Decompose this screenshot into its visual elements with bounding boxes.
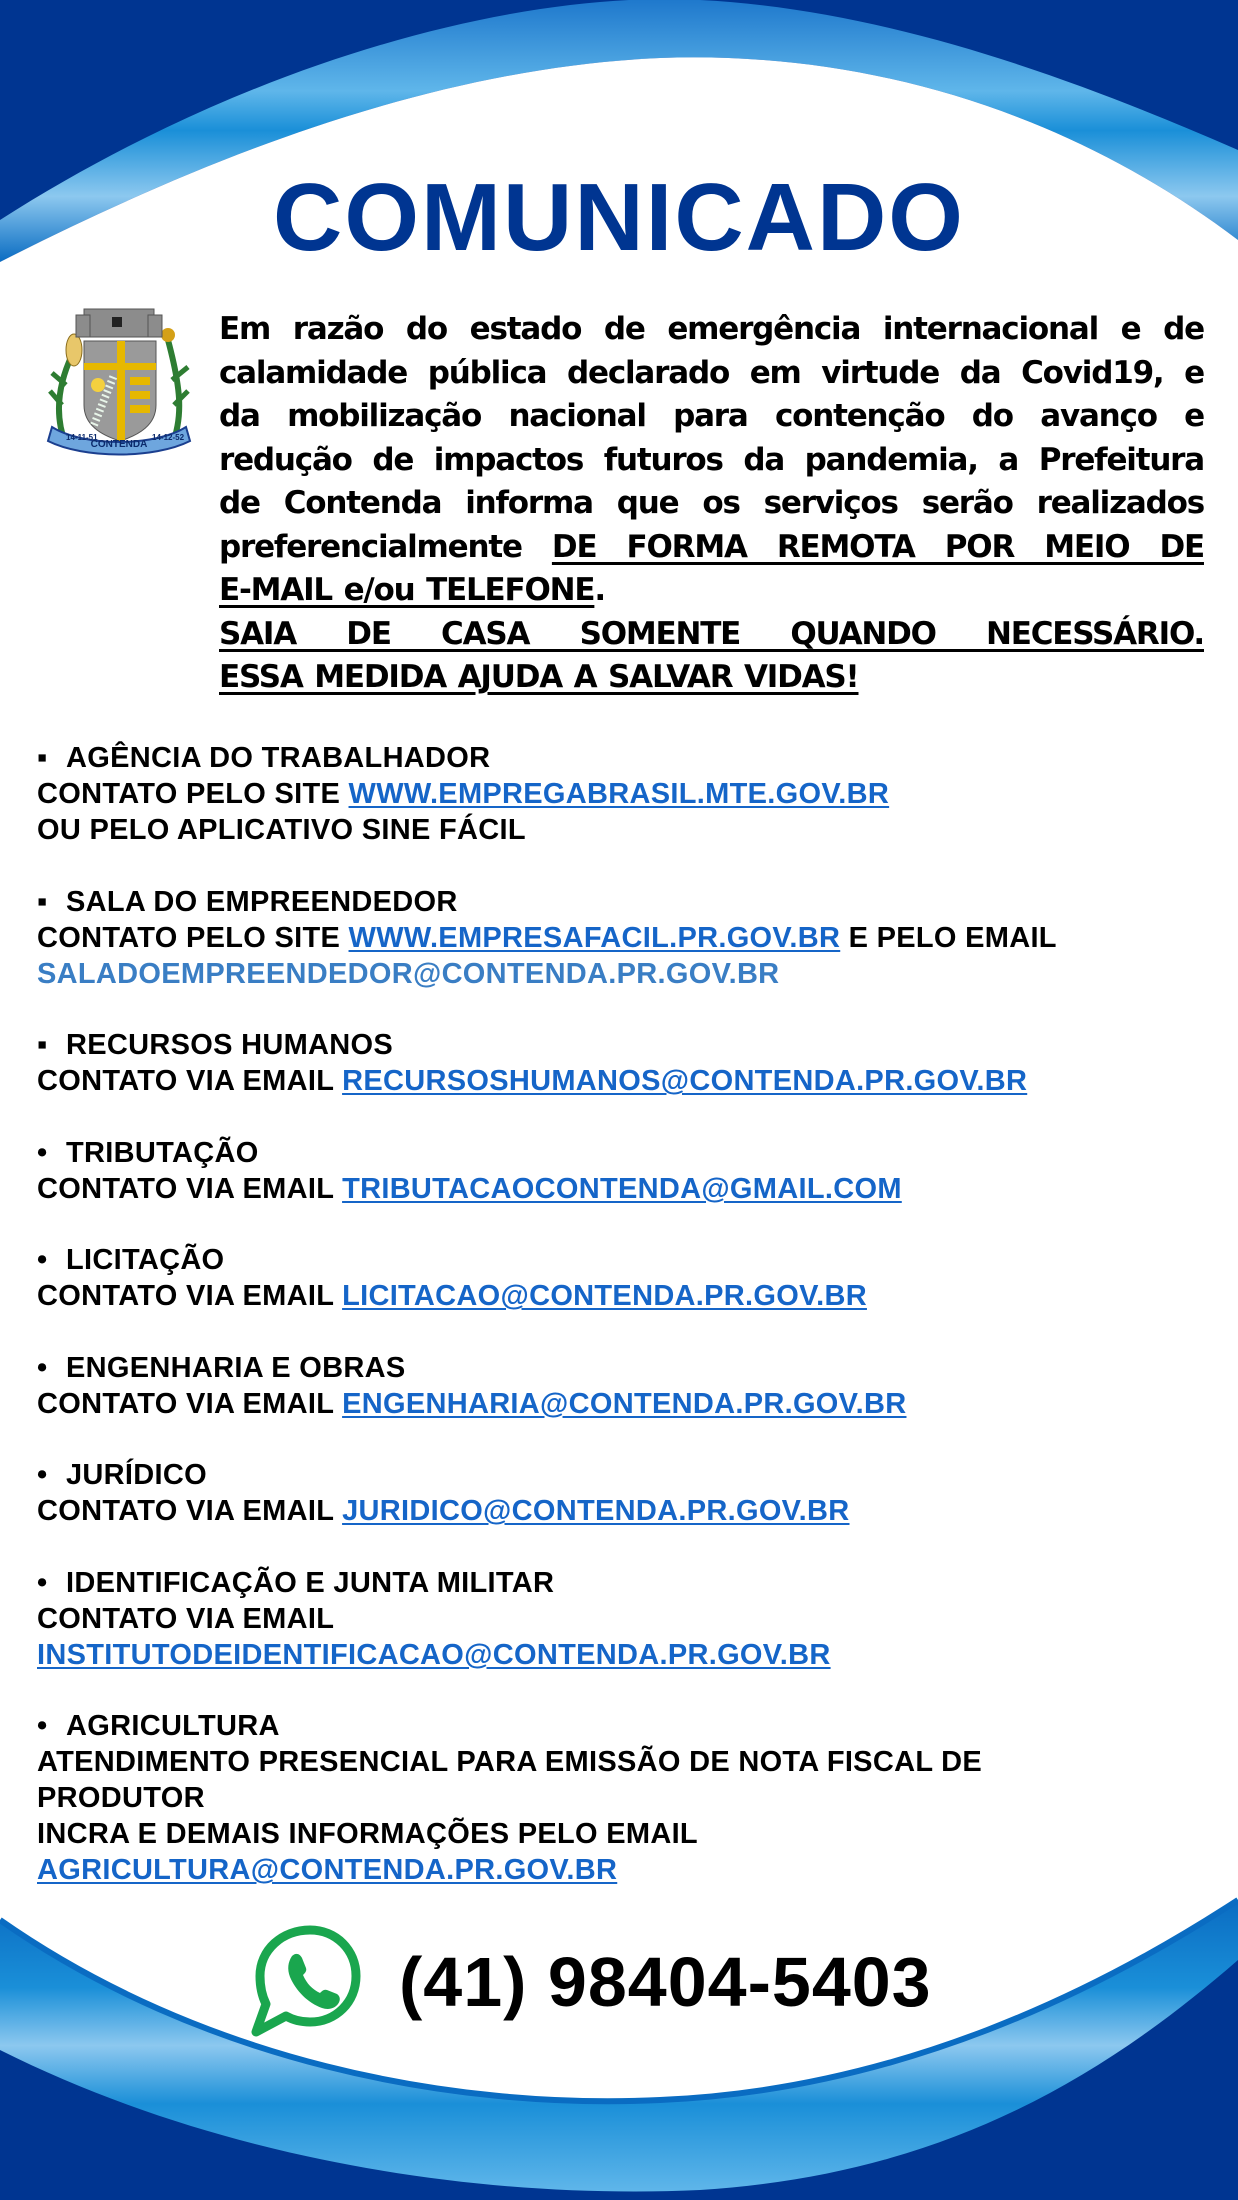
department-contacts-list [37, 740, 1217, 1924]
email-link[interactable]: LICITACAO@CONTENDA.PR.GOV.BR [342, 1280, 867, 1312]
round-bullet-icon: • [37, 1351, 48, 1384]
announcement-text-plain: preferencialmente [219, 528, 552, 565]
announcement-text [219, 308, 1204, 700]
remote-service-emphasis: DE FORMA REMOTA POR MEIO DE [551, 528, 1204, 565]
contact-note: ATENDIMENTO PRESENCIAL PARA EMISSÃO DE NOTA FISCAL DE [37, 1746, 983, 1778]
section-title: AGRICULTURA [66, 1710, 280, 1742]
email-link[interactable]: ENGENHARIA@CONTENDA.PR.GOV.BR [342, 1387, 907, 1420]
square-bullet-icon: ▪ [37, 885, 48, 918]
announcement-line: calamidade pública declarado em virtude da Covid19, e [219, 354, 1204, 391]
round-bullet-icon: • [37, 1244, 48, 1276]
round-bullet-icon: • [37, 1136, 48, 1169]
email-link[interactable]: SALADOEMPREENDEDOR@CONTENDA.PR.GOV.BR [37, 957, 780, 990]
contact-section-juridico [37, 1457, 1217, 1529]
square-bullet-icon: ▪ [37, 1029, 48, 1061]
announcement-line: de Contenda informa que os serviços serão realizados [219, 485, 1204, 521]
phone-number[interactable]: (41) 98404-5403 [399, 1943, 932, 2021]
punctuation: . [594, 572, 605, 608]
save-lives-warning: ESSA MEDIDA AJUDA A SALVAR VIDAS! [219, 659, 859, 695]
section-title: LICITAÇÃO [66, 1244, 225, 1276]
announcement-line [219, 526, 1204, 570]
contact-label: CONTATO VIA EMAIL [37, 1495, 343, 1527]
contact-label: CONTATO VIA EMAIL [37, 1065, 343, 1097]
announcement-line: da mobilização nacional para contenção do avanço e [219, 398, 1204, 434]
contact-label: CONTATO VIA EMAIL [37, 1280, 343, 1312]
round-bullet-icon: • [37, 1710, 48, 1742]
page-title: COMUNICADO [273, 164, 965, 271]
website-link[interactable]: WWW.EMPRESAFACIL.PR.GOV.BR [348, 921, 841, 954]
whatsapp-icon [250, 1922, 365, 2042]
section-title: AGÊNCIA DO TRABALHADOR [66, 742, 491, 774]
contact-note: OU PELO APLICATIVO SINE FÁCIL [37, 814, 526, 846]
contact-section-agencia-trabalhador [37, 740, 1217, 848]
remote-service-emphasis: E-MAIL e/ou TELEFONE [219, 572, 595, 608]
contact-note: PRODUTOR [37, 1782, 205, 1814]
svg-text:14-11-51: 14-11-51 [66, 433, 98, 442]
contact-label: E PELO EMAIL [840, 921, 1057, 954]
contact-note: INCRA E DEMAIS INFORMAÇÕES PELO EMAIL [37, 1818, 698, 1850]
contact-label: CONTATO VIA EMAIL [37, 1602, 335, 1635]
contact-label: CONTATO VIA EMAIL [37, 1172, 343, 1205]
announcement-line: Em razão do estado de emergência internacional e de [219, 311, 1204, 347]
section-title: SALA DO EMPREENDEDOR [66, 885, 458, 918]
contact-section-recursos-humanos [37, 1027, 1217, 1099]
email-link[interactable]: AGRICULTURA@CONTENDA.PR.GOV.BR [37, 1854, 618, 1886]
contact-label: CONTATO PELO SITE [37, 778, 349, 810]
contact-section-agricultura [37, 1708, 1217, 1888]
email-link[interactable]: RECURSOSHUMANOS@CONTENDA.PR.GOV.BR [342, 1065, 1028, 1097]
stay-home-warning: SAIA DE CASA SOMENTE QUANDO NECESSÁRIO. [219, 615, 1204, 652]
email-link[interactable]: INSTITUTODEIDENTIFICACAO@CONTENDA.PR.GOV.BR [37, 1638, 831, 1671]
square-bullet-icon: ▪ [37, 742, 48, 774]
website-link[interactable]: WWW.EMPREGABRASIL.MTE.GOV.BR [348, 778, 890, 810]
municipal-coat-of-arms-icon [44, 295, 194, 465]
email-link[interactable]: TRIBUTACAOCONTENDA@GMAIL.COM [342, 1172, 902, 1205]
svg-text:14-12-52: 14-12-52 [152, 433, 185, 442]
round-bullet-icon: • [37, 1566, 48, 1599]
contact-section-sala-empreendedor [37, 884, 1217, 992]
section-title: ENGENHARIA E OBRAS [66, 1351, 406, 1384]
announcement-line: redução de impactos futuros da pandemia, a Prefeitura [219, 441, 1204, 478]
contact-section-identificacao [37, 1565, 1217, 1673]
contact-section-tributacao [37, 1135, 1217, 1207]
contact-label: CONTATO VIA EMAIL [37, 1387, 343, 1420]
contact-section-licitacao [37, 1242, 1217, 1314]
round-bullet-icon: • [37, 1459, 48, 1491]
section-title: IDENTIFICAÇÃO E JUNTA MILITAR [66, 1566, 555, 1599]
section-title: JURÍDICO [66, 1459, 207, 1491]
svg-text:CONTENDA: CONTENDA [90, 439, 148, 450]
contact-label: CONTATO PELO SITE [37, 921, 349, 954]
section-title: RECURSOS HUMANOS [66, 1029, 394, 1061]
contact-section-engenharia [37, 1350, 1217, 1422]
whatsapp-contact[interactable] [250, 1922, 932, 2042]
email-link[interactable]: JURIDICO@CONTENDA.PR.GOV.BR [342, 1495, 850, 1527]
announcement-line [219, 569, 1204, 613]
section-title: TRIBUTAÇÃO [66, 1136, 259, 1169]
